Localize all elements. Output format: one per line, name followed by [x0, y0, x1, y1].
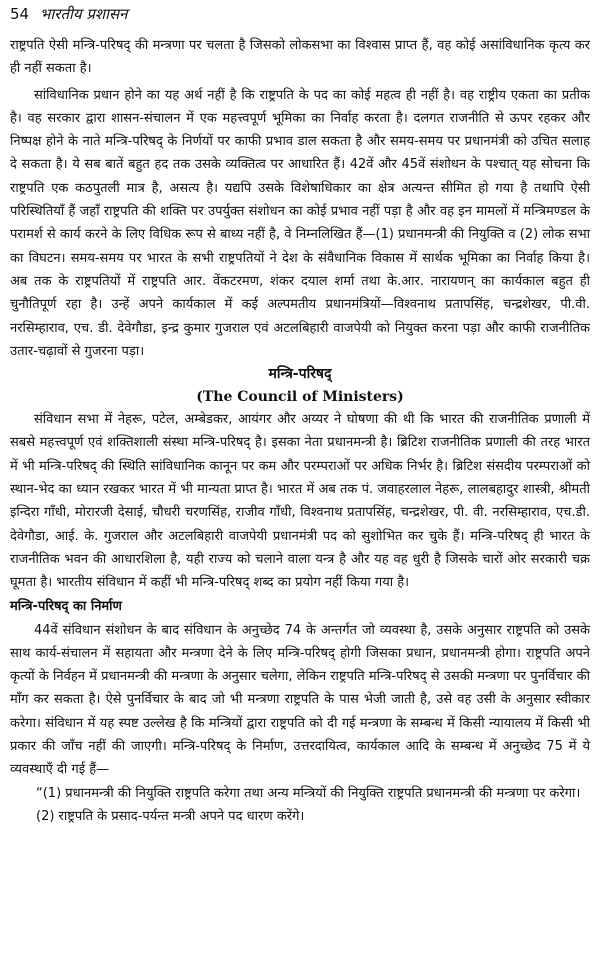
quote-item-1: “(1) प्रधानमन्त्री की नियुक्ति राष्ट्रपति करेगा तथा अन्य मन्त्रियों की नियुक्ति राष्ट्रपति प्रधानमन्त्री की मन्त्रणा पर करेगा। — [36, 785, 581, 801]
page-number: 54 — [10, 5, 30, 23]
running-header — [10, 4, 127, 24]
section-title-english: (The Council of Ministers) — [196, 389, 404, 406]
running-title: भारतीय प्रशासन — [39, 5, 128, 23]
paragraph-article-74: 44वें संविधान संशोधन के बाद संविधान के अनुच्छेद 74 के अन्तर्गत जो व्यवस्था है, उसके अनुसार राष्ट्रपति को उसके साथ कार्य-संचालन में सहायता और मन्त्रणा देने के लिए मन्त्रि-परिषद् होगी जिसका प्रधान, प्रधानमन्त्री होगा। राष्ट्रपति अपने कृत्यों के निर्वहन में प्रधानमन्त्री की मन्त्रणा के अनुसार चलेगा, लेकिन राष्ट्रपति मन्त्रि-परिषद् से उसकी मन्त्रणा पर पुनर्विचार की माँग कर सकता है। ऐसे पुनर्विचार के बाद जो भी मन्त्रणा राष्ट्रपति के पास भेजी जाती है, उसे वह उसी के अनुसार स्वीकार करेगा। संविधान में यह स्पष्ट उल्लेख है कि मन्त्रियों द्वारा राष्ट्रपति को दी गई मन्त्रणा के सम्बन्ध में किसी न्यायालय में किसी भी प्रकार की जाँच नहीं की जाएगी। मन्त्रि-परिषद् के निर्माण, उत्तरदायित्व, कार्यकाल आदि के सम्बन्ध में अनुच्छेद 75 में ये व्यवस्थाएँ दी गई हैं— — [10, 622, 590, 778]
paragraph-constitutional-head: सांविधानिक प्रधान होने का यह अर्थ नहीं है कि राष्ट्रपति के पद का कोई महत्व ही नहीं है। वह राष्ट्रीय एकता का प्रतीक है। वह सरकार द्वारा शासन-संचालन में एक महत्त्वपूर्ण भूमिका का निर्वाह करता है। दलगत राजनीति से ऊपर रहकर और निष्पक्ष होने के नाते मन्त्रि-परिषद् के निर्णयों पर काफी प्रभाव डाल सकता है और समय-समय पर प्रधानमंत्री को उचित सलाह दे सकता है। ये सब बातें बहुत हद तक उसके व्यक्तित्व पर आधारित हैं। 42वें और 45वें संशोधन के पश्चात् यह सोचना कि राष्ट्रपति एक कठपुतली मात्र है, असत्य है। यद्यपि उसके विशेषाधिकार का क्षेत्र अत्यन्त सीमित हो गया है तथापि ऐसी परिस्थितियाँ हैं जहाँ राष्ट्रपति की शक्ति पर उपर्युक्त संशोधन का कोई प्रभाव नहीं पड़ा है और वह इन मामलों में मन्त्रिमण्डल के परामर्श से कार्य करने के लिए विधिक रूप से बाध्य नहीं है, वे निम्नलिखित हैं—(1) प्रधानमन्त्री की नियुक्ति व (2) लोक सभा का विघटन। समय-समय पर भारत के सभी राष्ट्रपतियों ने देश के संवैधानिक विकास में सार्थक भूमिका का निर्वाह किया है। अब तक के राष्ट्रपतियों में राष्ट्रपति आर. वेंकटरमण, शंकर दयाल शर्मा तथा के.आर. नारायणन् का कार्यकाल बहुत ही चुनौतिपूर्ण रहा है। उन्हें अपने कार्यकाल में कई अल्पमतीय प्रधानमंत्रियों—विश्वनाथ प्रतापसिंह, चन्द्रशेखर, पी.वी. नरसिम्हाराव, एच. डी. देवेगौडा, इन्द्र कुमार गुजराल एवं अटलबिहारी वाजपेयी को नियुक्त करना पड़ा और काफी राजनीतिक उतार-चढ़ावों से गुजरना पड़ा। — [10, 87, 590, 359]
section-title-hindi: मन्त्रि-परिषद् — [268, 366, 332, 383]
page-body — [10, 34, 590, 828]
quote-item-2: (2) राष्ट्रपति के प्रसाद-पर्यन्त मन्त्री अपने पद धारण करेंगे। — [36, 808, 305, 824]
paragraph-continuation: राष्ट्रपति ऐसी मन्त्रि-परिषद् की मन्त्रणा पर चलता है जिसको लोकसभा का विश्वास प्राप्त हैं, वह कोई असांविधानिक कृत्य कर ही नहीं सकता है। — [10, 38, 590, 77]
paragraph-council-intro: संविधान सभा में नेहरू, पटेल, अम्बेडकर, आयंगर और अय्यर ने घोषणा की थी कि भारत की राजनीतिक प्रणाली में सबसे महत्त्वपूर्ण एवं शक्तिशाली संस्था मन्त्रि-परिषद् है। इसका नेता प्रधानमन्त्री है। ब्रिटिश राजनीतिक प्रणाली की तरह भारत में भी मन्त्रि-परिषद् की स्थिति सांविधानिक कानून पर कम और परम्पराओं पर अधिक निर्भर है। ब्रिटिश संसदीय परम्पराओं को स्थान-भेद का ध्यान रखकर भारत में भी मान्यता प्राप्त है। भारत में अब तक पं. जवाहरलाल नेहरू, लालबहादुर शास्त्री, श्रीमती इन्दिरा गाँधी, मोरारजी देसाई, चौधरी चरणसिंह, राजीव गाँधी, विश्वनाथ प्रतापसिंह, चन्द्रशेखर, पी. वी. नरसिम्हाराव, एच.डी. देवेगौडा, आई. के. गुजराल और अटलबिहारी वाजपेयी प्रधानमंत्री पद को सुशोभित कर चुके हैं। मन्त्रि-परिषद् ही भारत के राजनीतिक भवन की आधारशिला है, यही राज्य को चलाने वाला यन्त्र है और यह वह धुरी है जिसके चारों ओर सरकारी चक्र घूमता है। भारतीय संविधान में कहीं भी मन्त्रि-परिषद् शब्द का प्रयोग नहीं किया गया है। — [10, 412, 590, 591]
subheading-formation: मन्त्रि-परिषद् का निर्माण — [10, 598, 122, 614]
